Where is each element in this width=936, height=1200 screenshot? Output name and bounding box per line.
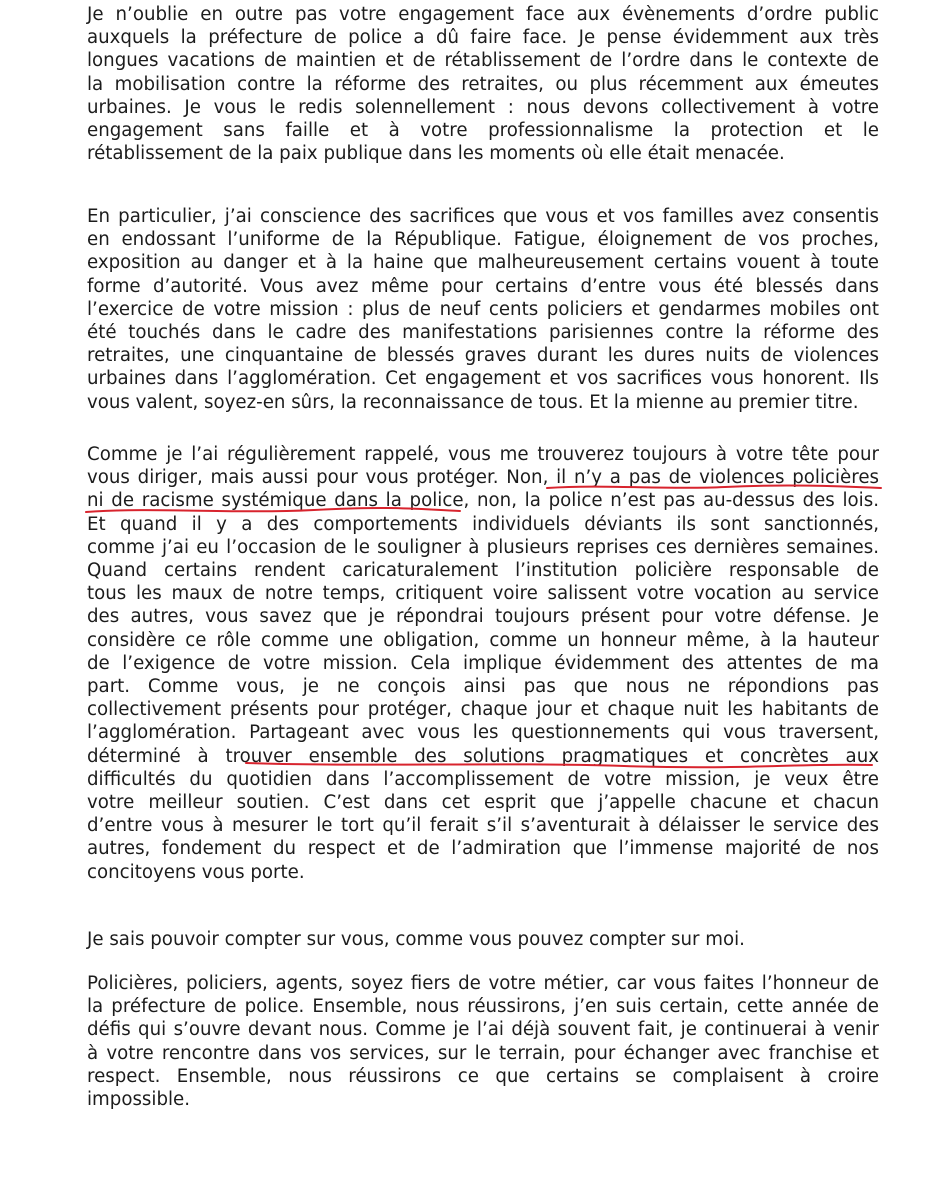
text-line-highlighted [87, 721, 879, 744]
text-line: défis qui s’ouvre devant nous. Comme je l’ai déjà souvent fait, je continuerai à venir [87, 1019, 879, 1041]
underlined-phrase-no-systemic-racism: ni de racisme systémique dans la police [87, 490, 464, 512]
text-line: votre meilleur soutien. C’est dans cet esprit que j’appelle chacune et chacun [87, 792, 879, 814]
text-line: déterminé à trouver ensemble des solutions pragmatiques et concrètes aux [87, 745, 879, 767]
text-line: Policières, policiers, agents, soyez fiers de votre métier, car vous faites l’honneur de [87, 973, 879, 994]
text-line: comme j’ai eu l’occasion de le souligner à plusieurs reprises ces dernières semaines. [87, 536, 879, 558]
text-line: l’exercice de votre mission : plus de neuf cents policiers et gendarmes mobiles ont [87, 298, 879, 320]
underlined-phrase-questionings: Partageant avec vous les questionnements qui vous traversent [249, 722, 874, 744]
text-line: concitoyens vous porte. [87, 861, 305, 883]
text-line: exposition au danger et à la haine que malheureusement certains vouent à toute [87, 252, 879, 274]
text-line: la mobilisation contre la réforme des retraites, ou plus récemment aux émeutes [87, 73, 879, 95]
paragraph-4 [87, 928, 879, 951]
text-line: longues vacations de maintien et de rétablissement de l’ordre dans le contexte de [87, 50, 879, 72]
text-line: retraites, une cinquantaine de blessés graves durant les dures nuits de violences [87, 345, 879, 367]
text-line: à votre rencontre dans vos services, sur le terrain, pour échanger avec franchise et [87, 1042, 879, 1064]
text-segment: , [873, 722, 879, 744]
text-line: considère ce rôle comme une obligation, comme un honneur même, à la hauteur [87, 629, 879, 651]
text-line-highlighted [87, 489, 879, 512]
text-line: En particulier, j’ai conscience des sacrifices que vous et vos familles avez consentis [87, 206, 879, 227]
text-line: urbaines dans l’agglomération. Cet engagement et vos sacrifices vous honorent. Ils [87, 368, 879, 390]
text-segment: , non, la police n’est pas au-dessus des lois. [463, 490, 879, 512]
text-line: auxquels la préfecture de police a dû faire face. Je pense évidemment aux très [87, 27, 879, 49]
text-line: été touchés dans le cadre des manifestations parisiennes contre la réforme des [87, 322, 879, 344]
text-line: Je n’oublie en outre pas votre engagement face aux évènements d’ordre public [87, 4, 879, 25]
text-line: impossible. [87, 1089, 191, 1111]
text-line: des autres, vous savez que je répondrai toujours présent pour votre défense. Je [87, 606, 879, 628]
text-line: Je sais pouvoir compter sur vous, comme vous pouvez compter sur moi. [87, 929, 745, 950]
text-line: engagement sans faille et à votre professionnalisme la protection et le [87, 120, 879, 142]
text-line: en endossant l’uniforme de la République. Fatigue, éloignement de vos proches, [87, 229, 879, 251]
text-line-highlighted [87, 466, 879, 489]
text-line: urbaines. Je vous le redis solennellement : nous devons collectivement à votre [87, 96, 879, 118]
text-line: respect. Ensemble, nous réussirons ce que certains se complaisent à croire [87, 1065, 879, 1087]
text-line: Et quand il y a des comportements individuels déviants ils sont sanctionnés, [87, 513, 879, 535]
paragraph-1 [87, 3, 879, 165]
paragraph-3 [87, 443, 879, 884]
text-line: difficultés du quotidien dans l’accomplissement de votre mission, je veux être [87, 768, 879, 790]
text-line: collectivement présents pour protéger, chaque jour et chaque nuit les habitants de [87, 699, 879, 721]
text-line: forme d’autorité. Vous avez même pour certains d’entre vous été blessés dans [87, 275, 879, 297]
text-line: Comme je l’ai régulièrement rappelé, vous me trouverez toujours à votre tête pour [87, 444, 879, 465]
text-line: part. Comme vous, je ne conçois ainsi pas que nous ne répondions pas [87, 676, 879, 698]
text-line: d’entre vous à mesurer le tort qu’il ferait s’il s’aventurait à délaisser le service des [87, 815, 879, 837]
text-line: de l’exigence de votre mission. Cela implique évidemment des attentes de ma [87, 652, 879, 674]
paragraph-2 [87, 205, 879, 414]
underlined-phrase-no-police-violence: il n’y a pas de violences policières [556, 467, 879, 489]
text-line: Quand certains rendent caricaturalement l’institution policière responsable de [87, 560, 879, 582]
text-line: tous les maux de notre temps, critiquent voire salissent votre vocation au service [87, 583, 879, 605]
text-segment: l’agglomération. [87, 722, 250, 744]
text-segment: vous diriger, mais aussi pour vous protéger. Non, [87, 467, 557, 489]
text-line: autres, fondement du respect et de l’admiration que l’immense majorité de nos [87, 838, 879, 860]
text-line: rétablissement de la paix publique dans les moments où elle était menacée. [87, 143, 785, 165]
text-line: la préfecture de police. Ensemble, nous réussirons, j’en suis certain, cette année de [87, 996, 879, 1018]
paragraph-5 [87, 972, 879, 1111]
text-line: vous valent, soyez-en sûrs, la reconnaissance de tous. Et la mienne au premier titre. [87, 391, 859, 413]
